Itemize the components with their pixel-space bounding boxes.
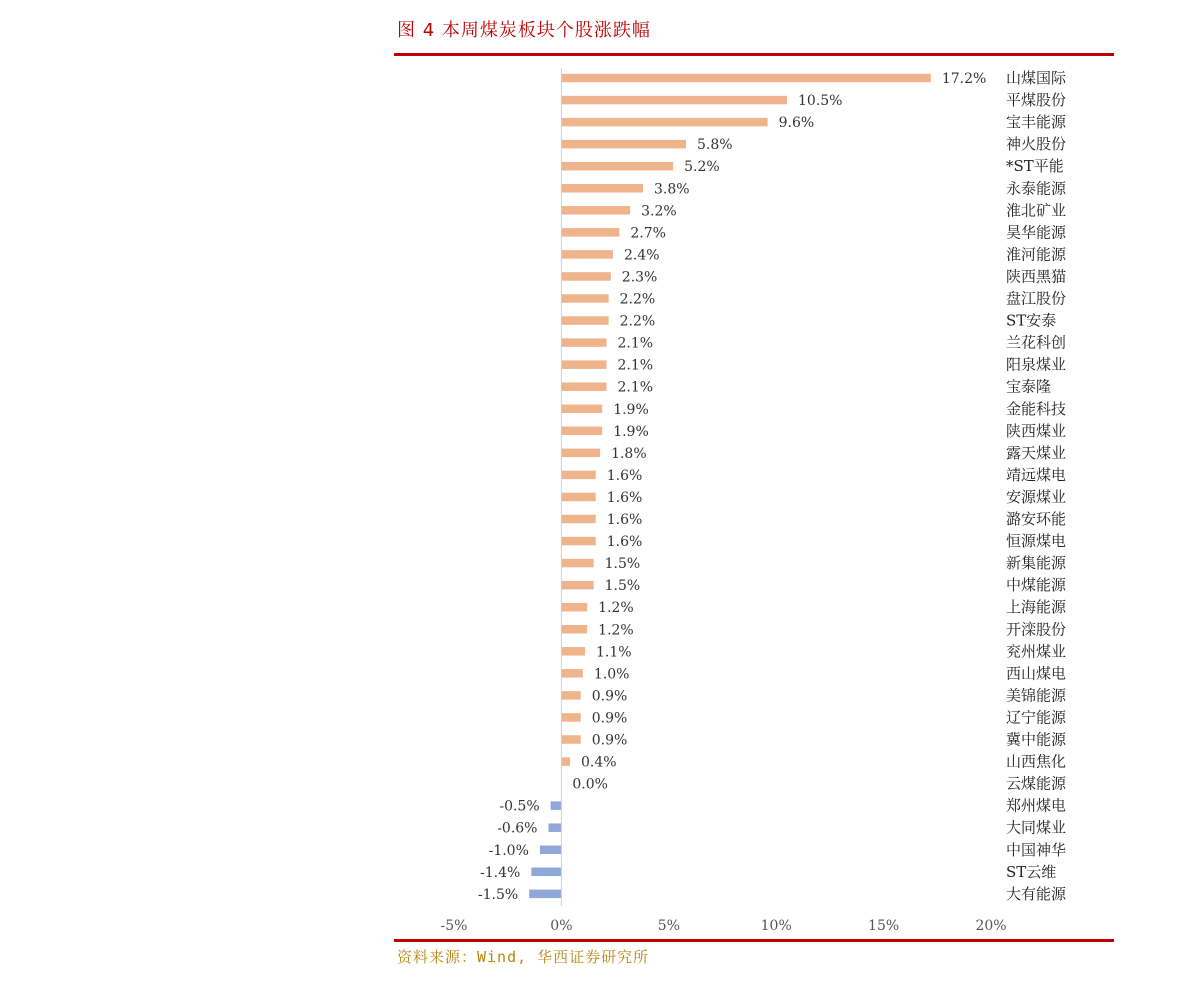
category-label: 辽宁能源 <box>1006 708 1067 727</box>
data-label: 10.5% <box>797 93 843 110</box>
category-label: 兖州煤业 <box>1006 642 1067 661</box>
data-label: 0.9% <box>591 732 628 749</box>
bar <box>531 868 561 877</box>
category-label: *ST平能 <box>1006 157 1064 176</box>
bar <box>561 471 595 480</box>
bottom-divider <box>394 939 1114 942</box>
bar <box>561 338 606 347</box>
data-label: -0.5% <box>499 798 540 815</box>
data-label: 1.8% <box>611 445 647 462</box>
data-label: -1.4% <box>480 864 521 881</box>
data-label: 1.5% <box>604 578 641 595</box>
category-label: ST安泰 <box>1006 311 1057 330</box>
bar <box>561 140 686 149</box>
bar <box>561 118 767 127</box>
bar <box>561 272 610 281</box>
category-label: 山西焦化 <box>1006 752 1067 771</box>
category-label: 西山煤电 <box>1006 664 1067 683</box>
bar <box>561 603 587 612</box>
data-label: 3.8% <box>654 181 690 198</box>
figure-title: 图 4 本周煤炭板块个股涨跌幅 <box>397 20 651 41</box>
category-label: 中国神华 <box>1006 840 1067 859</box>
category-label: 宝丰能源 <box>1006 113 1067 132</box>
category-label: 郑州煤电 <box>1006 796 1067 815</box>
bar <box>561 713 580 722</box>
bar <box>561 427 602 436</box>
data-label: 0.9% <box>591 688 628 705</box>
bar <box>561 493 595 502</box>
data-label: 5.2% <box>684 159 720 176</box>
data-label: 1.1% <box>596 644 632 661</box>
bar <box>551 801 562 810</box>
data-label: -1.5% <box>477 886 519 903</box>
data-label: 1.9% <box>613 423 649 440</box>
category-label: 恒源煤电 <box>1006 532 1067 551</box>
x-tick-label: 10% <box>760 918 792 934</box>
bar <box>561 360 606 369</box>
x-tick-label: -5% <box>440 918 468 934</box>
category-label: 山煤国际 <box>1006 69 1067 87</box>
bar <box>540 846 561 855</box>
category-label: 上海能源 <box>1006 598 1067 617</box>
category-label: 淮北矿业 <box>1006 201 1067 220</box>
x-tick-label: 5% <box>657 918 680 934</box>
data-label: 1.0% <box>593 666 630 683</box>
category-label: 中煤能源 <box>1006 576 1067 595</box>
bar <box>561 184 643 193</box>
data-label: 2.7% <box>630 225 666 242</box>
data-label: 2.1% <box>617 379 654 396</box>
bar <box>561 647 585 656</box>
bar <box>561 449 600 458</box>
data-label: 2.2% <box>619 313 656 330</box>
bar <box>529 890 561 899</box>
bar <box>561 757 570 766</box>
category-label: 金能科技 <box>1006 399 1067 418</box>
category-label: 神火股份 <box>1006 135 1067 154</box>
data-label: 1.6% <box>606 467 643 484</box>
bar <box>561 625 587 634</box>
bar <box>561 382 606 391</box>
bar <box>561 405 602 414</box>
bar <box>561 735 580 744</box>
data-label: 2.1% <box>617 335 654 352</box>
data-label: 1.6% <box>606 489 643 506</box>
data-label: -0.6% <box>497 820 538 837</box>
data-label: 2.1% <box>617 357 654 374</box>
category-label: 开滦股份 <box>1006 620 1067 639</box>
bar <box>561 74 930 83</box>
bar <box>561 515 595 524</box>
data-label: 3.2% <box>641 203 677 220</box>
category-label: 露天煤业 <box>1006 443 1067 462</box>
data-label: 0.4% <box>580 754 617 771</box>
data-label: 1.2% <box>598 622 634 639</box>
data-label: 1.6% <box>606 534 643 551</box>
x-tick-label: 20% <box>975 918 1007 934</box>
category-label: 陕西黑猫 <box>1006 267 1067 286</box>
category-label: 永泰能源 <box>1006 179 1067 198</box>
x-tick-label: 0% <box>550 918 573 934</box>
category-label: 冀中能源 <box>1006 730 1067 749</box>
data-label: 2.4% <box>623 247 660 264</box>
category-label: 宝泰隆 <box>1006 377 1052 396</box>
bar <box>561 691 580 700</box>
data-label: 9.6% <box>778 115 815 132</box>
bar <box>561 162 673 171</box>
bar <box>561 294 608 303</box>
category-label: 新集能源 <box>1006 554 1067 573</box>
source-note: 资料来源：Wind, 华西证券研究所 <box>397 948 650 966</box>
data-label: 2.3% <box>621 269 658 286</box>
category-label: 平煤股份 <box>1006 91 1067 110</box>
bar <box>561 96 787 105</box>
data-label: 5.8% <box>696 137 733 154</box>
category-label: 大有能源 <box>1006 884 1067 903</box>
category-label: 大同煤业 <box>1006 818 1067 837</box>
category-label: 陕西煤业 <box>1006 421 1067 440</box>
category-label: 云煤能源 <box>1006 774 1067 793</box>
category-label: 盘江股份 <box>1006 289 1067 308</box>
category-label: 兰花科创 <box>1006 333 1067 352</box>
data-label: 17.2% <box>941 71 987 87</box>
bar <box>561 537 595 546</box>
category-label: 安源煤业 <box>1006 487 1067 506</box>
data-label: 1.6% <box>606 512 643 528</box>
category-label: ST云维 <box>1006 862 1057 881</box>
data-label: 1.9% <box>613 401 649 418</box>
data-label: 2.2% <box>619 291 656 308</box>
category-label: 昊华能源 <box>1006 223 1067 242</box>
bar <box>561 559 593 568</box>
bar <box>561 250 613 259</box>
data-label: 1.2% <box>598 600 634 617</box>
bar <box>561 206 630 215</box>
bar <box>561 228 619 237</box>
data-label: -1.0% <box>488 842 529 859</box>
category-label: 潞安环能 <box>1006 510 1067 528</box>
bar <box>561 669 582 678</box>
data-label: 1.5% <box>604 556 641 573</box>
data-label: 0.0% <box>572 776 608 793</box>
bar <box>561 581 593 590</box>
category-label: 阳泉煤业 <box>1006 355 1067 374</box>
x-tick-label: 15% <box>868 918 900 934</box>
category-label: 靖远煤电 <box>1006 465 1067 484</box>
data-label: 0.9% <box>591 710 628 727</box>
bar <box>561 316 608 325</box>
category-label: 美锦能源 <box>1006 686 1067 705</box>
category-label: 淮河能源 <box>1006 245 1067 264</box>
bar <box>549 823 562 832</box>
